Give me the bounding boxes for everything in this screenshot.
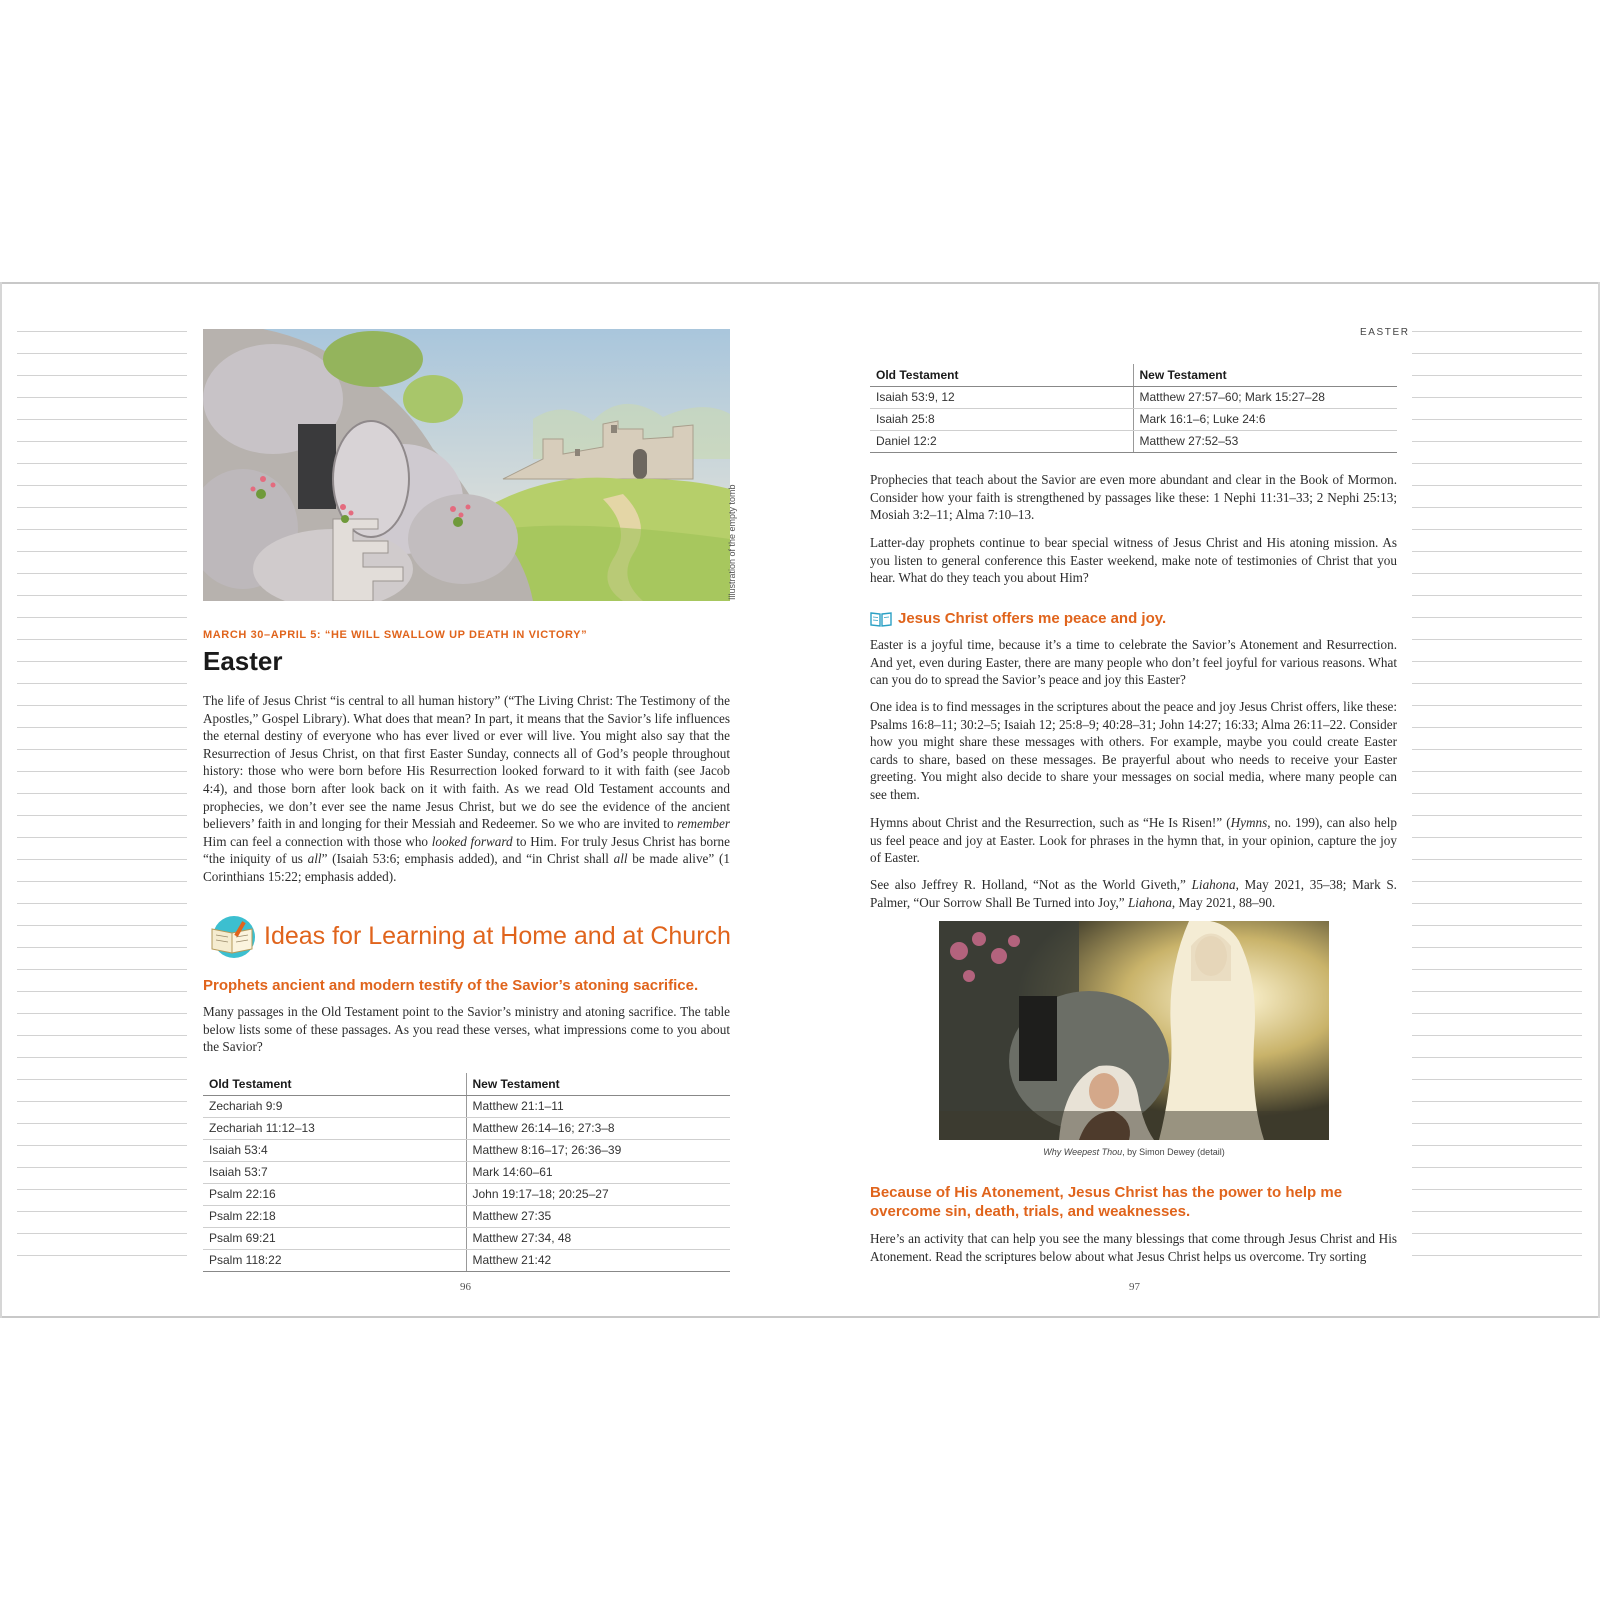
page-number-left: 96 [460, 1281, 471, 1293]
section-heading-prophets: Prophets ancient and modern testify of the Savior’s atoning sacrifice. [203, 977, 699, 994]
italic-span: Hymns [1230, 815, 1268, 830]
note-lines-left [17, 331, 187, 1271]
table-cell: Isaiah 53:4 [203, 1139, 466, 1161]
table-cell: Matthew 21:42 [466, 1249, 730, 1271]
italic-span: all [613, 851, 628, 867]
table-cell: Zechariah 11:12–13 [203, 1117, 466, 1139]
table-cell: Psalm 118:22 [203, 1249, 466, 1271]
table-row [203, 1161, 730, 1183]
painting-image [939, 921, 1329, 1140]
ideas-heading [208, 913, 731, 959]
table-row [203, 1117, 730, 1139]
table-cell: Daniel 12:2 [870, 430, 1133, 452]
table-cell: Matthew 27:57–60; Mark 15:27–28 [1133, 386, 1397, 408]
table-cell: Isaiah 53:7 [203, 1161, 466, 1183]
spread-edge-left [0, 282, 2, 1318]
table-header-row [203, 1073, 730, 1095]
section-heading-atonement: Because of His Atonement, Jesus Christ has the power to help me overcome sin, death, trials, and weaknesses. [870, 1184, 1343, 1220]
ideas-heading-text: Ideas for Learning at Home and at Church [264, 921, 731, 950]
table-row [870, 408, 1397, 430]
table-header-cell: New Testament [466, 1073, 730, 1095]
paragraph-one-idea: One idea is to find messages in the scriptures about the peace and joy Jesus Christ offers, like these: Psalms 16:8–11; 30:2–5; Isaiah 12; 25:8–9; 40:28–31; John 14:27; 16:33; Alma 26:11–22. Consider how you might share these messages with others. For example, maybe you could create Easter cards to share, based on these messages. Be prayerful about who needs to receive your Easter greeting. You might also decide to share your messages on social media, where many people can see them. [870, 699, 1397, 802]
table-cell: Matthew 27:34, 48 [466, 1227, 730, 1249]
table-cell: Matthew 21:1–11 [466, 1095, 730, 1117]
table-header-row [870, 364, 1397, 386]
paragraph-see-also: See also Jeffrey R. Holland, “Not as the World Giveth,” Liahona, May 2021, 35–38; Mark S. Palmer, “Our Sorrow Shall Be Turned into Joy,” Liahona, May 2021, 88–90. [870, 877, 1397, 910]
lesson-date-kicker: MARCH 30–APRIL 5: “HE WILL SWALLOW UP DEATH IN VICTORY” [203, 629, 588, 641]
italic-span: looked forward [431, 833, 513, 849]
paragraph-activity: Here’s an activity that can help you see the many blessings that come through Jesus Christ and His Atonement. Read the scriptures below about what Jesus Christ helps us overcome. Try sorting [870, 1231, 1397, 1264]
page-number-right: 97 [1129, 1281, 1140, 1293]
table-cell: Isaiah 25:8 [870, 408, 1133, 430]
table-cell: Matthew 27:35 [466, 1205, 730, 1227]
table-header-cell: Old Testament [870, 364, 1133, 386]
section-heading-peace-joy-text: Jesus Christ offers me peace and joy. [898, 610, 1167, 627]
table-row [203, 1095, 730, 1117]
page-title: Easter [203, 646, 283, 676]
table-cell: Matthew 26:14–16; 27:3–8 [466, 1117, 730, 1139]
italic-span: Why Weepest Thou [1043, 1147, 1123, 1157]
empty-tomb-painting [203, 329, 730, 601]
section-prophets-text: Many passages in the Old Testament point to the Savior’s ministry and atoning sacrifice. The table below lists some of these passages. As you read these verses, what impressions come to you about the Savior? [203, 1004, 730, 1055]
running-head: EASTER [1360, 327, 1410, 338]
italic-span: remember [677, 816, 730, 832]
table-cell: Matthew 27:52–53 [1133, 430, 1397, 452]
table-header-cell: Old Testament [203, 1073, 466, 1095]
why-weepest-thou-painting [939, 921, 1329, 1140]
table-row [870, 386, 1397, 408]
paragraph-book-of-mormon: Prophecies that teach about the Savior are even more abundant and clear in the Book of Mormon. Consider how your faith is strengthened by passages like these: 1 Nephi 11:31–33; 2 Nephi 25:13; Mosiah 3:2–11; Alma 7:10–13. [870, 472, 1397, 523]
table-cell: Psalm 69:21 [203, 1227, 466, 1249]
painting-caption: Why Weepest Thou, by Simon Dewey (detail) [1043, 1147, 1225, 1157]
intro-paragraph: The life of Jesus Christ “is central to all human history” (“The Living Christ: The Testimony of the Apostles,” Gospel Library). What does that mean? In part, it means that the Savior’s life influences the eternal destiny of everyone who has ever lived or ever will live. You might also say that the Resurrection of Jesus Christ, on that first Easter Sunday, connects all of God’s people throughout history: those who were born before His Resurrection looked forward to it with faith (see Jacob 4:4), and those born after look back on it with faith. As we read Old Testament accounts and prophecies, we don’t ever see the name Jesus Christ, but we do see the evidence of the ancient believers’ faith in and longing for their Messiah and Redeemer. So we who are invited to remember Him can feel a connection with those who looked forward to Him. For truly Jesus Christ has borne “the iniquity of us all” (Isaiah 53:6; emphasis added), and “in Christ shall all be made alive” (1 Corinthians 15:22; emphasis added). [203, 693, 730, 884]
table-header-cell: New Testament [1133, 364, 1397, 386]
table-cell: Psalm 22:18 [203, 1205, 466, 1227]
table-row [203, 1139, 730, 1161]
empty-tomb-illustration [203, 329, 730, 601]
open-book-icon [870, 611, 892, 627]
table-cell: Mark 16:1–6; Luke 24:6 [1133, 408, 1397, 430]
scripture-table-right [870, 364, 1397, 453]
table-cell: Matthew 8:16–17; 26:36–39 [466, 1139, 730, 1161]
table-row [870, 430, 1397, 452]
note-lines-right [1412, 331, 1582, 1271]
table-cell: Zechariah 9:9 [203, 1095, 466, 1117]
hero-caption: Illustration of the empty tomb [727, 484, 737, 600]
paragraph-hymns: Hymns about Christ and the Resurrection, such as “He Is Risen!” (Hymns, no. 199), can also help us feel peace and joy at Easter. Look for phrases in the hymn that, in your opinion, capture the joy of Easter. [870, 815, 1397, 866]
table-row [203, 1183, 730, 1205]
italic-span: all [307, 851, 322, 867]
italic-span: Liahona [1127, 894, 1172, 910]
table-row [203, 1227, 730, 1249]
table-row [203, 1205, 730, 1227]
paragraph-joyful-time: Easter is a joyful time, because it’s a time to celebrate the Savior’s Atonement and Resurrection. And yet, even during Easter, there are many people who don’t feel joyful for various reasons. What can you do to spread the Savior’s peace and joy this Easter? [870, 637, 1397, 688]
table-row [203, 1249, 730, 1271]
paragraph-latter-day-prophets: Latter-day prophets continue to bear special witness of Jesus Christ and His atoning mission. As you listen to general conference this Easter weekend, make note of testimonies of Christ that you hear. What do they teach you about Him? [870, 535, 1397, 586]
section-heading-peace-joy [870, 609, 1166, 628]
book-badge-icon [208, 913, 258, 959]
table-cell: John 19:17–18; 20:25–27 [466, 1183, 730, 1205]
italic-span: Liahona [1191, 877, 1236, 892]
scripture-table-left [203, 1073, 730, 1272]
table-cell: Psalm 22:16 [203, 1183, 466, 1205]
table-cell: Mark 14:60–61 [466, 1161, 730, 1183]
table-cell: Isaiah 53:9, 12 [870, 386, 1133, 408]
